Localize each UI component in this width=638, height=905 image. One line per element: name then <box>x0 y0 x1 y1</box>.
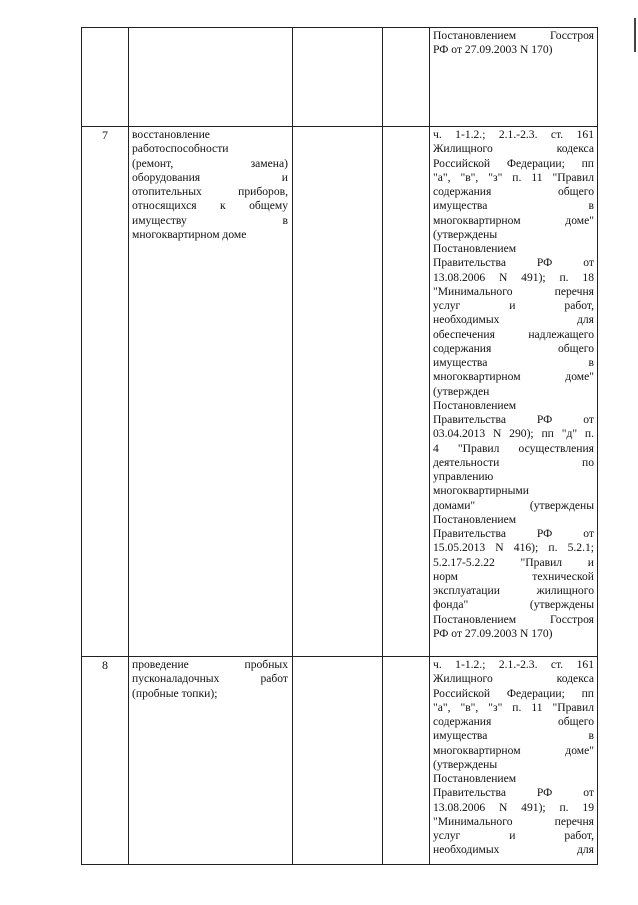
legal-line: управлению <box>433 470 494 483</box>
legal-line: содержания общего <box>433 715 594 728</box>
work-description-cell <box>129 28 293 127</box>
work-line: пусконаладочных работ <box>132 672 288 686</box>
legal-line: Постановлением <box>433 512 517 526</box>
work-line: проведение пробных <box>132 658 288 671</box>
legal-line: Жилищного кодекса <box>433 142 594 156</box>
empty-cell <box>293 657 383 865</box>
legal-line: РФ от 27.09.2003 N 170) <box>433 626 553 640</box>
legal-line: услуг и работ, <box>433 829 594 842</box>
row-number-cell <box>82 28 129 127</box>
work-line: имуществу в <box>132 213 288 227</box>
row-number-cell <box>82 127 129 657</box>
legal-basis-cell <box>430 657 598 865</box>
empty-cell <box>293 127 383 657</box>
work-description-cell <box>129 127 293 657</box>
legal-line: (утвержден <box>433 384 490 398</box>
legal-line: "Минимального перечня <box>433 814 594 828</box>
row-number: 8 <box>102 658 108 672</box>
legal-line: Жилищного кодекса <box>433 672 594 686</box>
legal-line: Правительства РФ от <box>433 527 594 540</box>
works-table <box>81 27 598 865</box>
legal-line: "а", "в", "з" п. 11 "Правил <box>433 170 594 184</box>
legal-line: Постановлением <box>433 772 517 785</box>
legal-line: Постановлением <box>433 398 517 412</box>
legal-line: многоквартирном доме" <box>433 213 594 227</box>
legal-line: норм технической <box>433 569 594 583</box>
work-line: (ремонт, замена) <box>132 156 288 170</box>
legal-line: имущества в <box>433 356 594 369</box>
legal-line: необходимых для <box>433 313 594 327</box>
legal-line: Правительства РФ от <box>433 413 594 426</box>
legal-line: Постановлением <box>433 242 517 255</box>
legal-line: 5.2.17-5.2.22 "Правил и <box>433 555 594 569</box>
legal-line: (утверждены <box>433 757 498 771</box>
legal-line: РФ от 27.09.2003 N 170) <box>433 43 553 57</box>
work-line: (пробные топки); <box>132 686 218 700</box>
legal-line: содержания общего <box>433 341 594 355</box>
legal-line: услуг и работ, <box>433 299 594 312</box>
empty-cell <box>383 127 430 657</box>
table-row <box>82 657 598 865</box>
legal-line: Постановлением Госстроя <box>433 29 594 42</box>
legal-line: необходимых для <box>433 843 594 857</box>
empty-cell <box>383 657 430 865</box>
legal-line: Правительства РФ от <box>433 786 594 800</box>
legal-line: обеспечения надлежащего <box>433 327 594 341</box>
legal-line: имущества в <box>433 729 594 743</box>
legal-line: 15.05.2013 N 416); п. 5.2.1; <box>433 541 594 555</box>
work-line: относящихся к общему <box>132 199 288 213</box>
empty-cell <box>293 28 383 127</box>
scan-edge-mark <box>634 18 636 52</box>
legal-basis-cell <box>430 28 598 127</box>
legal-line: Постановлением Госстроя <box>433 612 594 626</box>
legal-line: домами" (утверждены <box>433 498 594 512</box>
legal-basis-cell <box>430 127 598 657</box>
legal-line: ч. 1-1.2.; 2.1.-2.3. ст. 161 <box>433 128 594 141</box>
legal-line: "Минимального перечня <box>433 284 594 298</box>
work-line: работоспособности <box>132 142 229 156</box>
legal-line: деятельности по <box>433 455 594 469</box>
work-line: отопительных приборов, <box>132 185 288 199</box>
legal-line: (утверждены <box>433 227 498 241</box>
legal-line: содержания общего <box>433 185 594 198</box>
table-row <box>82 28 598 127</box>
table-row <box>82 127 598 657</box>
legal-line: многоквартирном доме" <box>433 743 594 757</box>
legal-line: фонда" (утверждены <box>433 598 594 612</box>
legal-line: "а", "в", "з" п. 11 "Правил <box>433 700 594 714</box>
legal-line: ч. 1-1.2.; 2.1.-2.3. ст. 161 <box>433 658 594 671</box>
legal-line: 4 "Правил осуществления <box>433 441 594 455</box>
legal-line: многоквартирными <box>433 484 529 498</box>
legal-line: Правительства РФ от <box>433 256 594 270</box>
legal-line: имущества в <box>433 199 594 213</box>
work-line: оборудования и <box>132 170 288 184</box>
legal-line: Российской Федерации; пп <box>433 686 594 700</box>
work-line: восстановление <box>132 128 210 141</box>
legal-line: эксплуатации жилищного <box>433 584 594 597</box>
legal-line: 03.04.2013 N 290); пп "д" п. <box>433 427 594 441</box>
legal-line: многоквартирном доме" <box>433 370 594 384</box>
work-line: многоквартирном доме <box>132 228 247 242</box>
empty-cell <box>383 28 430 127</box>
legal-line: 13.08.2006 N 491); п. 18 <box>433 270 594 284</box>
row-number-cell <box>82 657 129 865</box>
legal-line: Российской Федерации; пп <box>433 156 594 170</box>
legal-line: 13.08.2006 N 491); п. 19 <box>433 800 594 814</box>
work-description-cell <box>129 657 293 865</box>
row-number: 7 <box>102 128 108 142</box>
